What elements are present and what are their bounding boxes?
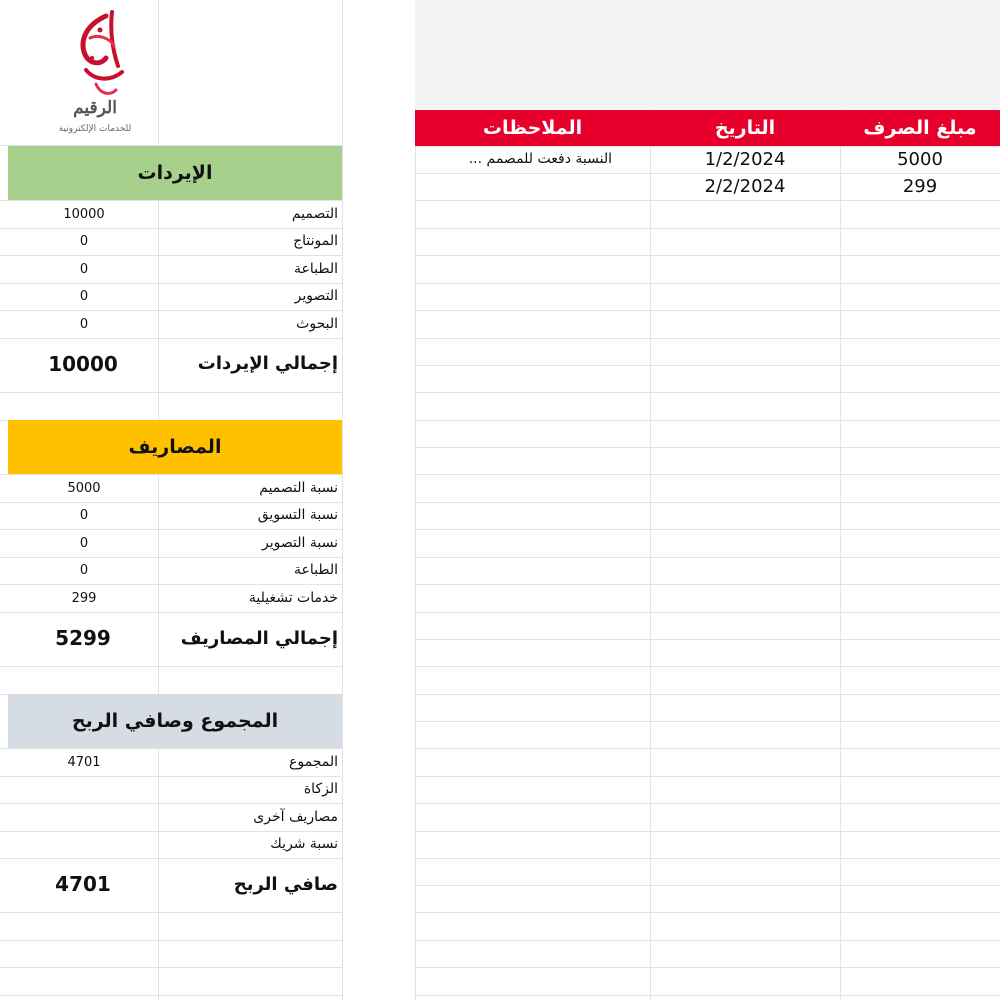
- net-profit-label[interactable]: صافي الربح: [233, 874, 338, 895]
- revenue-label-research[interactable]: البحوث: [296, 316, 338, 332]
- expense-label-printing[interactable]: الطباعة: [294, 562, 338, 578]
- net-profit-value[interactable]: 4701: [55, 872, 111, 896]
- profit-header: المجموع وصافي الربح: [8, 694, 342, 748]
- row1-amount[interactable]: 5000: [897, 149, 943, 170]
- row2-amount[interactable]: 299: [902, 176, 938, 197]
- revenue-label-montage[interactable]: المونتاج: [293, 233, 338, 249]
- expense-label-photography-share[interactable]: نسبة التصوير: [262, 535, 338, 551]
- expense-label-operations[interactable]: خدمات تشغيلية: [248, 590, 338, 606]
- revenue-label-printing[interactable]: الطباعة: [294, 261, 338, 277]
- expense-value-printing[interactable]: 0: [79, 563, 89, 578]
- table-top-area: [415, 0, 1000, 109]
- expenses-total-label[interactable]: إجمالي المصاريف: [180, 628, 338, 649]
- revenue-value-montage[interactable]: 0: [79, 234, 89, 249]
- profit-label-partner-share[interactable]: نسبة شريك: [270, 836, 338, 852]
- row1-date[interactable]: 1/2/2024: [704, 149, 786, 170]
- revenue-value-photography[interactable]: 0: [79, 289, 89, 304]
- revenues-total-value[interactable]: 10000: [48, 352, 118, 376]
- row1-notes[interactable]: النسبة دفعت للمصمم ...: [468, 151, 612, 167]
- revenue-value-printing[interactable]: 0: [79, 262, 89, 277]
- profit-label-other-expenses[interactable]: مصاريف آخرى: [253, 809, 338, 825]
- profit-label-sum[interactable]: المجموع: [289, 754, 338, 770]
- column-header-amount[interactable]: مبلغ الصرف: [863, 117, 977, 139]
- revenue-label-photography[interactable]: التصوير: [294, 288, 338, 304]
- revenues-header: الإيردات: [8, 146, 342, 200]
- column-header-notes[interactable]: الملاحظات: [482, 117, 583, 139]
- revenue-value-design[interactable]: 10000: [63, 207, 105, 222]
- profit-value-sum[interactable]: 4701: [67, 755, 101, 770]
- logo-name: الرقيم: [73, 98, 117, 118]
- expenses-total-value[interactable]: 5299: [55, 626, 111, 650]
- expense-log-header: [415, 110, 1000, 146]
- calligraphy-logo-icon: [40, 8, 150, 100]
- expense-label-design-share[interactable]: نسبة التصميم: [259, 480, 338, 496]
- expense-label-marketing-share[interactable]: نسبة التسويق: [257, 507, 338, 523]
- column-header-date[interactable]: التاريخ: [714, 117, 776, 139]
- revenue-label-design[interactable]: التصميم: [291, 206, 338, 222]
- expenses-header: المصاريف: [8, 420, 342, 474]
- expense-value-photography-share[interactable]: 0: [79, 536, 89, 551]
- expense-value-marketing-share[interactable]: 0: [79, 508, 89, 523]
- logo-subtitle: للخدمات الإلكترونية: [58, 124, 132, 134]
- profit-label-zakat[interactable]: الزكاة: [303, 781, 338, 797]
- revenue-value-research[interactable]: 0: [79, 317, 89, 332]
- row2-date[interactable]: 2/2/2024: [704, 176, 786, 197]
- expense-value-design-share[interactable]: 5000: [67, 481, 101, 496]
- expense-value-operations[interactable]: 299: [71, 591, 97, 606]
- company-logo: [40, 8, 150, 136]
- revenues-total-label[interactable]: إجمالي الإيردات: [197, 353, 338, 374]
